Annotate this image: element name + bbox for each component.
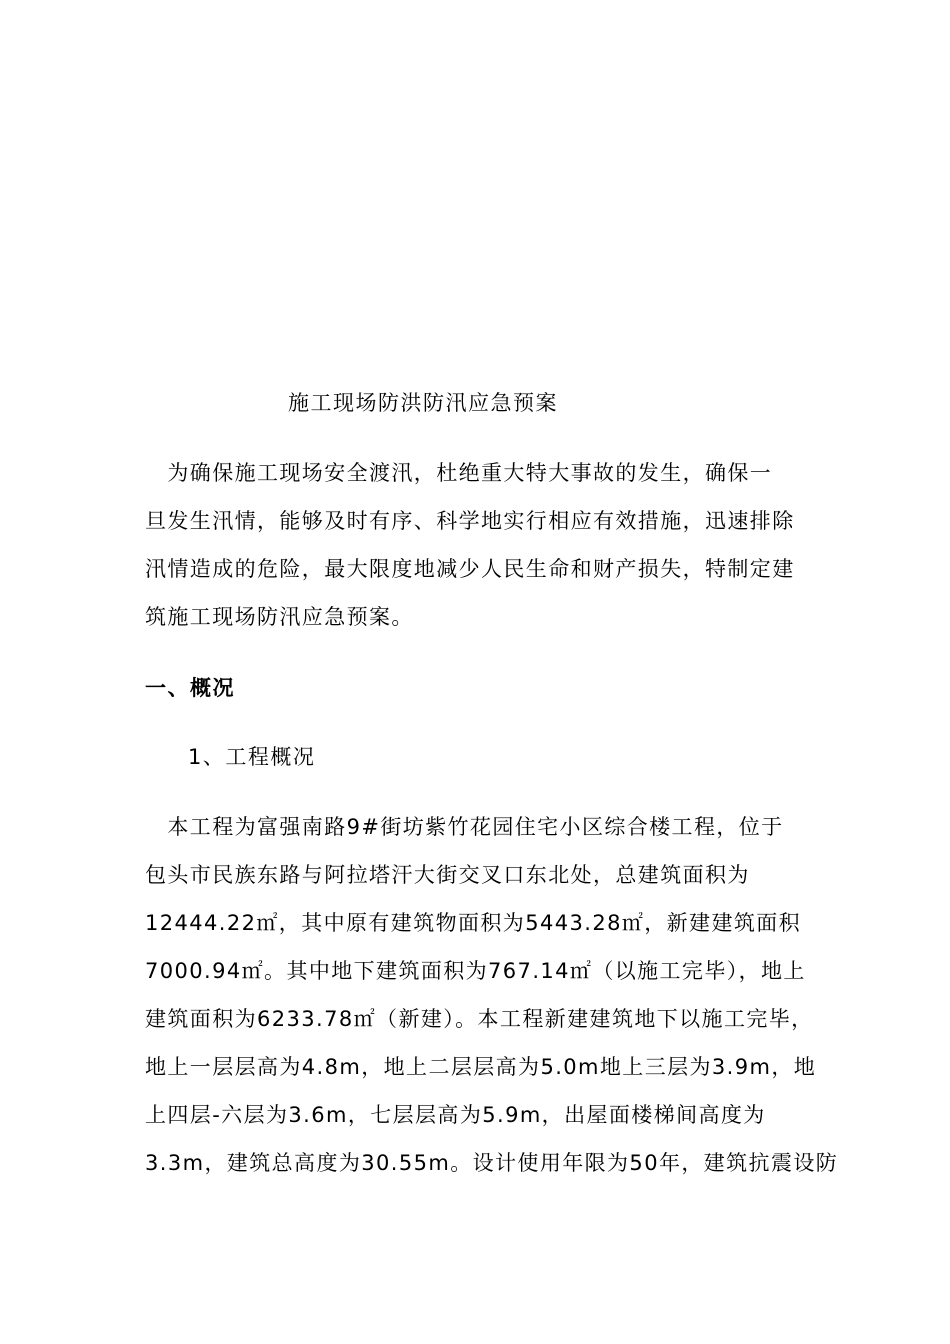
body-line: 12444.22㎡，其中原有建筑物面积为5443.28㎡，新建建筑面积: [145, 911, 802, 935]
subsection-heading: 1、工程概况: [188, 745, 316, 769]
body-line: 上四层-六层为3.6m，七层层高为5.9m，出屋面楼梯间高度为: [145, 1103, 766, 1127]
body-line: 建筑面积为6233.78㎡（新建）。本工程新建建筑地下以施工完毕，: [145, 1007, 814, 1031]
intro-line: 筑施工现场防汛应急预案。: [145, 605, 414, 629]
intro-line: 汛情造成的危险，最大限度地减少人民生命和财产损失，特制定建: [145, 557, 795, 581]
document-title: 施工现场防洪防汛应急预案: [288, 391, 558, 415]
body-line: 本工程为富强南路9#街坊紫竹花园住宅小区综合楼工程，位于: [145, 815, 784, 839]
body-line: 3.3m，建筑总高度为30.55m。设计使用年限为50年，建筑抗震设防: [145, 1151, 839, 1175]
body-line: 7000.94㎡。其中地下建筑面积为767.14㎡（以施工完毕），地上: [145, 959, 806, 983]
intro-line: 旦发生汛情，能够及时有序、科学地实行相应有效措施，迅速排除: [145, 509, 795, 533]
body-line: 包头市民族东路与阿拉塔汗大街交叉口东北处，总建筑面积为: [145, 863, 750, 887]
body-line: 地上一层层高为4.8m，地上二层层高为5.0m地上三层为3.9m，地: [145, 1055, 817, 1079]
intro-line: 为确保施工现场安全渡汛，杜绝重大特大事故的发生，确保一: [145, 461, 773, 485]
section-heading: 一、概况: [145, 676, 235, 700]
